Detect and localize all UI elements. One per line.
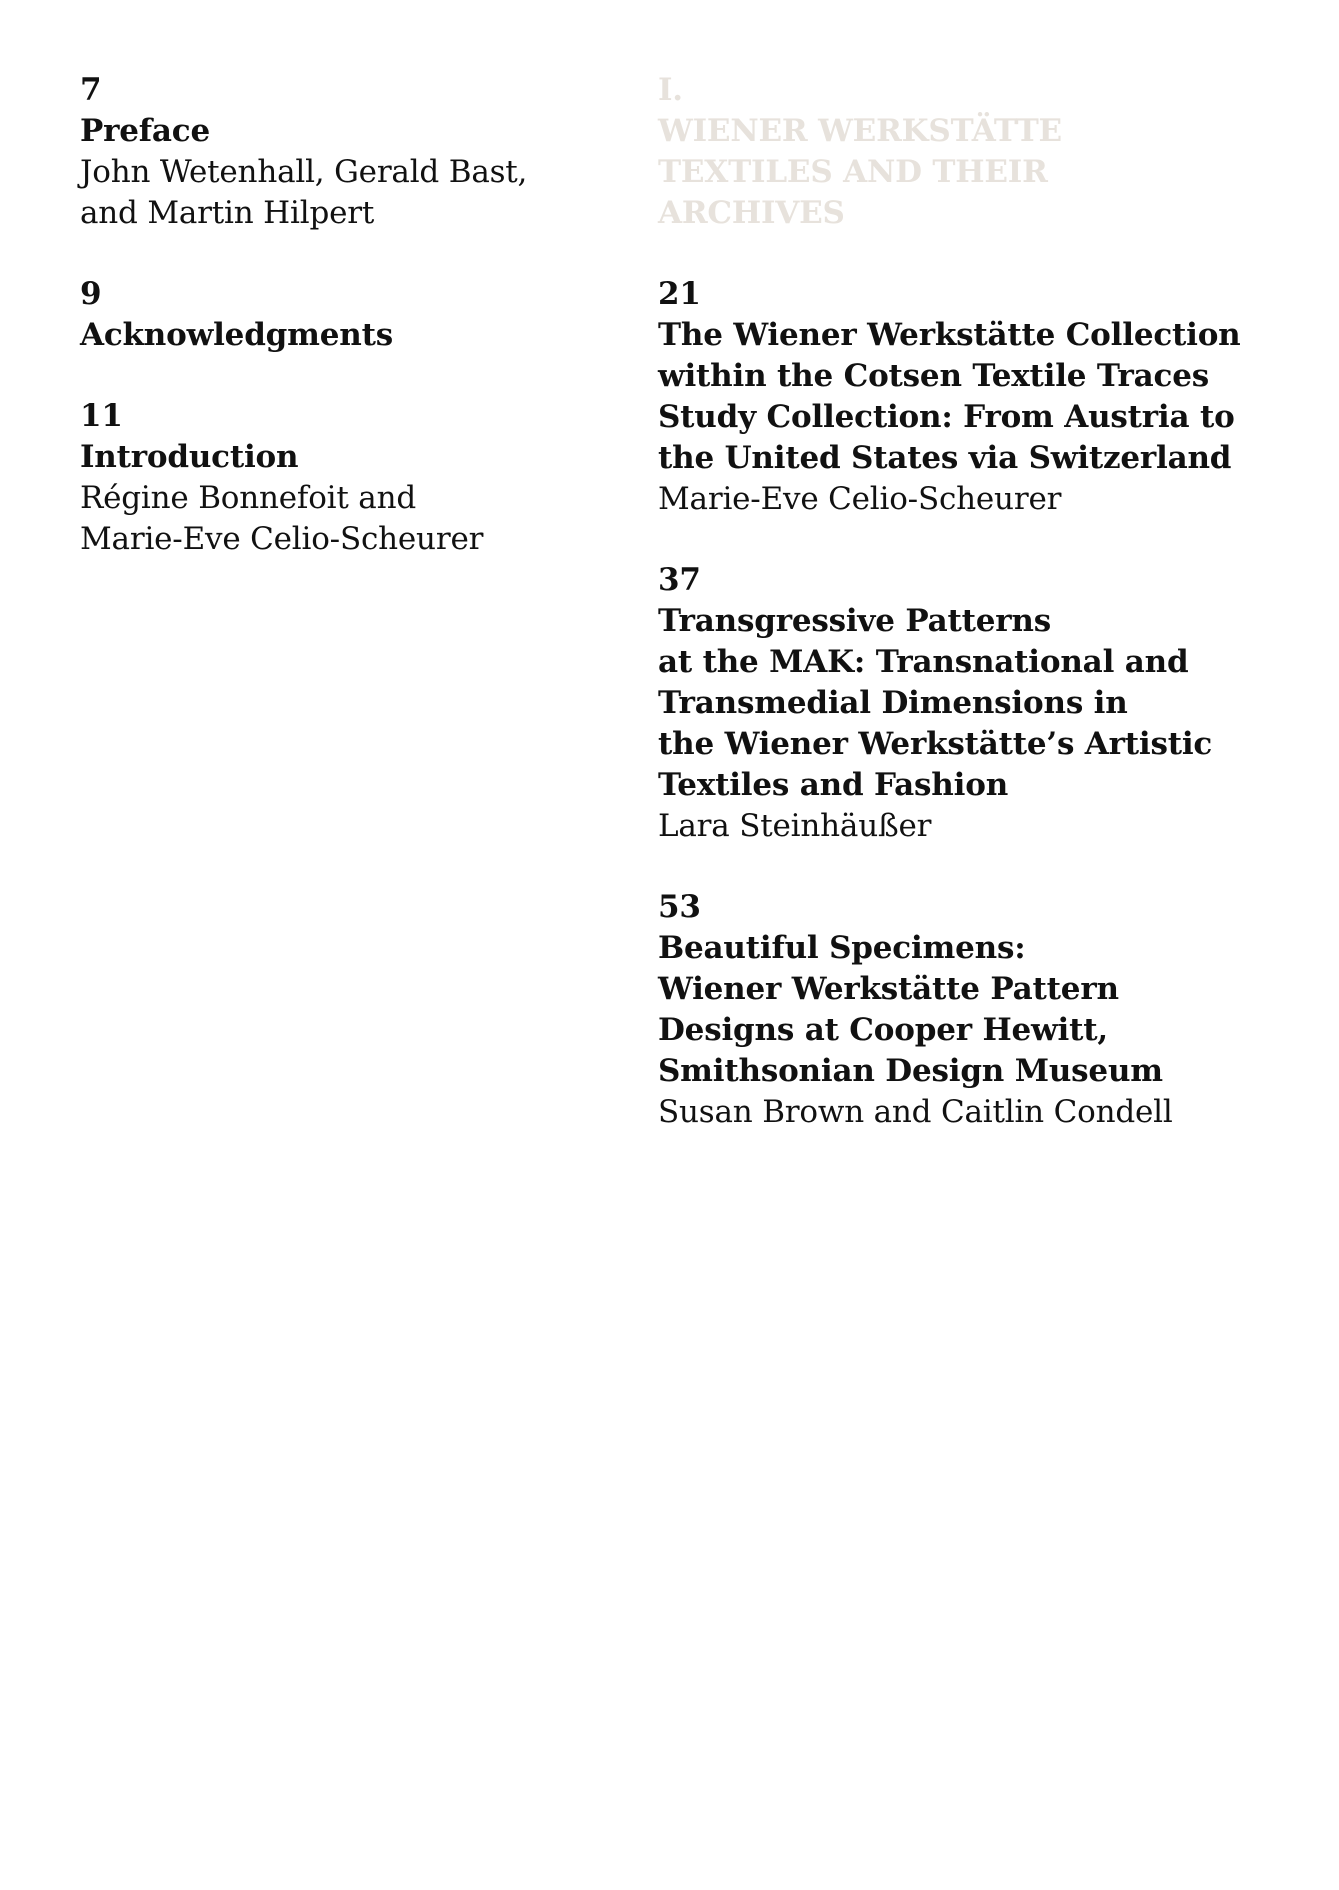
toc-entry-transgressive-patterns[interactable] [658, 560, 1278, 847]
toc-title: the United States via Switzerland [658, 440, 1232, 476]
toc-entry-acknowledgments[interactable] [80, 274, 600, 356]
toc-title: Beautiful Specimens: [658, 930, 1026, 966]
toc-title: Wiener Werkstätte Pattern [658, 971, 1119, 1007]
toc-title: Introduction [80, 439, 299, 475]
toc-entry-introduction[interactable] [80, 396, 600, 560]
toc-page-number: 9 [80, 276, 102, 312]
toc-left-column [80, 70, 600, 560]
toc-author: and Martin Hilpert [80, 195, 375, 231]
toc-author: Marie-Eve Celio-Scheurer [80, 521, 484, 557]
toc-title: Preface [80, 113, 210, 149]
toc-page-number: 21 [658, 276, 701, 312]
toc-title: Smithsonian Design Museum [658, 1053, 1163, 1089]
toc-title: Transgressive Patterns [658, 603, 1052, 639]
toc-author: Régine Bonnefoit and [80, 480, 416, 516]
toc-author: Lara Steinhäußer [658, 808, 932, 844]
section-heading [658, 70, 1278, 234]
section-title-line: ARCHIVES [658, 195, 845, 231]
toc-title: Acknowledgments [80, 317, 393, 353]
toc-title: within the Cotsen Textile Traces [658, 358, 1209, 394]
toc-title: Study Collection: From Austria to [658, 399, 1235, 435]
toc-entry-beautiful-specimens[interactable] [658, 887, 1278, 1133]
toc-page-number: 53 [658, 889, 701, 925]
toc-author: Marie-Eve Celio-Scheurer [658, 481, 1062, 517]
toc-title: Designs at Cooper Hewitt, [658, 1012, 1108, 1048]
toc-author: John Wetenhall, Gerald Bast, [80, 154, 528, 190]
toc-page-number: 7 [80, 72, 102, 108]
section-title-line: WIENER WERKSTÄTTE [658, 113, 1062, 149]
toc-title: Transmedial Dimensions in [658, 685, 1128, 721]
section-title-line: TEXTILES AND THEIR [658, 154, 1048, 190]
toc-title: the Wiener Werkstätte’s Artistic [658, 726, 1213, 762]
section-numeral: I. [658, 72, 683, 108]
toc-entry-preface[interactable] [80, 70, 600, 234]
toc-title: at the MAK: Transnational and [658, 644, 1189, 680]
toc-title: The Wiener Werkstätte Collection [658, 317, 1241, 353]
toc-right-column [658, 70, 1278, 1133]
toc-entry-wiener-werkstatte-collection[interactable] [658, 274, 1278, 520]
toc-author: Susan Brown and Caitlin Condell [658, 1094, 1173, 1130]
toc-page-number: 37 [658, 562, 701, 598]
toc-page-number: 11 [80, 398, 123, 434]
toc-title: Textiles and Fashion [658, 767, 1009, 803]
